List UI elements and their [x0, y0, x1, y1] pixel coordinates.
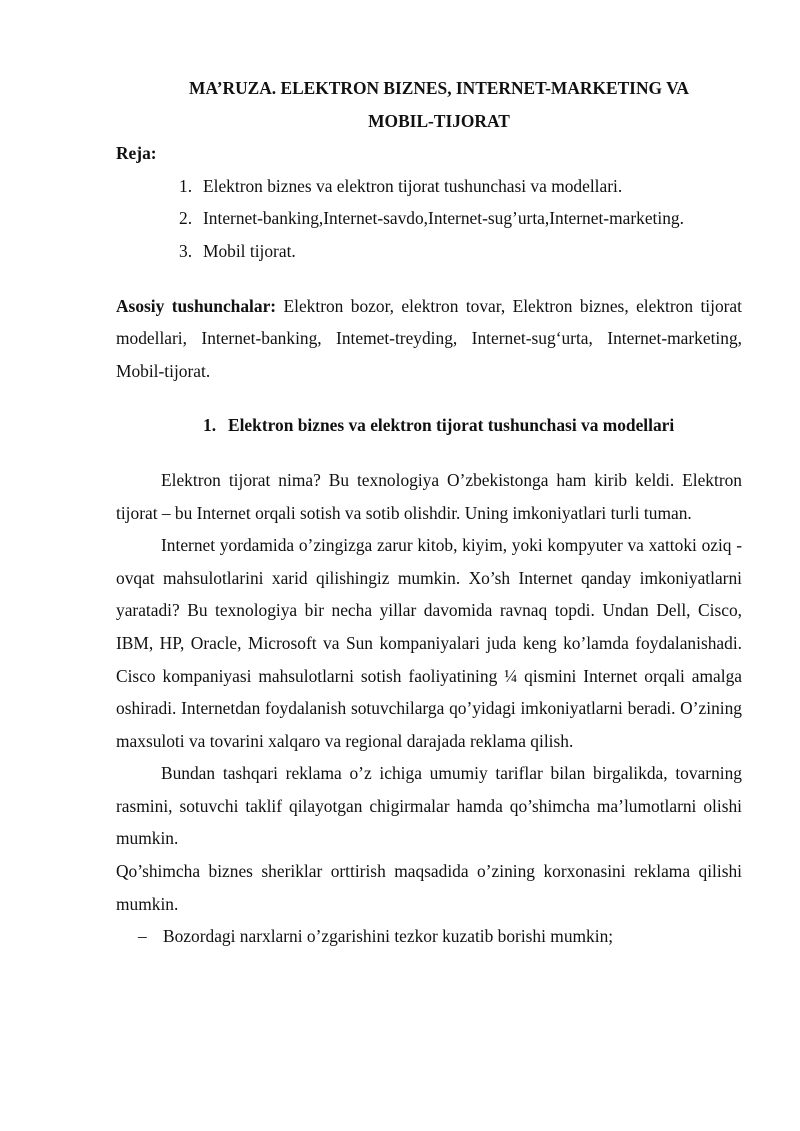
plan-item-text: Internet-banking,Internet-savdo,Internet-sug’urta,Internet-marketing. [203, 208, 684, 229]
plan-item-number: 3. [179, 240, 193, 261]
plan-item-number: 1. [179, 175, 193, 196]
plan-item [116, 170, 742, 203]
body-paragraph: Elektron tijorat nima? Bu texnologiya O’zbekistonga ham kirib keldi. Elektron tijorat – bu Internet orqali sotish va sotib olishdir. Uning imkoniyatlari turli tuman. [116, 469, 742, 523]
section-number: 1. [203, 415, 217, 436]
body-paragraph: Qo’shimcha biznes sheriklar orttirish maqsadida o’zining korxonasini reklama qilishi mumkin. [116, 861, 742, 914]
plan-item [116, 202, 742, 235]
section-title: Elektron biznes va elektron tijorat tushunchasi va modellari [228, 415, 675, 436]
body-paragraph: Bundan tashqari reklama o’z ichiga umumiy tariflar bilan birgalikda, tovarning rasmini, sotuvchi taklif qilayotgan chigirmalar hamda qo’shimcha ma’lumotlarni olishi mumkin. [116, 763, 742, 849]
body-paragraph: Internet yordamida o’zingizga zarur kitob, kiyim, yoki kompyuter va xattoki oziq - ovqat mahsulotlarini xarid qilishingiz mumkin. Xo’sh Internet qanday imkoniyatlarni yaratadi? Bu texnologiya bir necha yillar davomida ravnaq topdi. Undan Dell, Cisco, IBM, HP, Oracle, Microsoft va Sun kompaniyalari juda keng ko’lamda foydalanishadi. Cisco kompaniyasi mahsulotlarni sotish faoliyatining ¼ qismini Internet orqali amalga oshiradi. Internetdan foydalanish sotuvchilarga qo’yidagi imkoniyatlarni beradi. O’zining maxsuloti va tovarini xalqaro va regional darajada reklama qilish. [116, 535, 742, 751]
key-concepts-paragraph [116, 290, 742, 388]
dash-list-item [116, 920, 742, 953]
dash-list-text: Bozordagi narxlarni o’zgarishini tezkor kuzatib borishi mumkin; [163, 926, 614, 947]
key-concepts-label: Asosiy tushunchalar: [116, 295, 277, 316]
plan-item-text: Mobil tijorat. [203, 240, 296, 261]
plan-list [116, 170, 742, 268]
title-line-2: MOBIL-TIJORAT [368, 110, 510, 131]
dash-bullet: – [138, 926, 147, 947]
section-heading [116, 409, 742, 442]
title-line-1: MA’RUZA. ELEKTRON BIZNES, INTERNET-MARKETING VA [189, 78, 689, 98]
plan-label: Reja: [116, 143, 157, 164]
plan-item-text: Elektron biznes va elektron tijorat tushunchasi va modellari. [203, 175, 623, 196]
plan-item-number: 2. [179, 208, 193, 229]
document-title [116, 72, 742, 137]
document-page [116, 72, 742, 953]
key-concepts-text: Elektron bozor, elektron tovar, Elektron biznes, elektron tijorat modellari, Internet-banking, Intemet-treyding, Internet-sug‘urta, Internet-marketing, Mobil-tijorat. [116, 295, 742, 381]
plan-item [116, 235, 742, 268]
